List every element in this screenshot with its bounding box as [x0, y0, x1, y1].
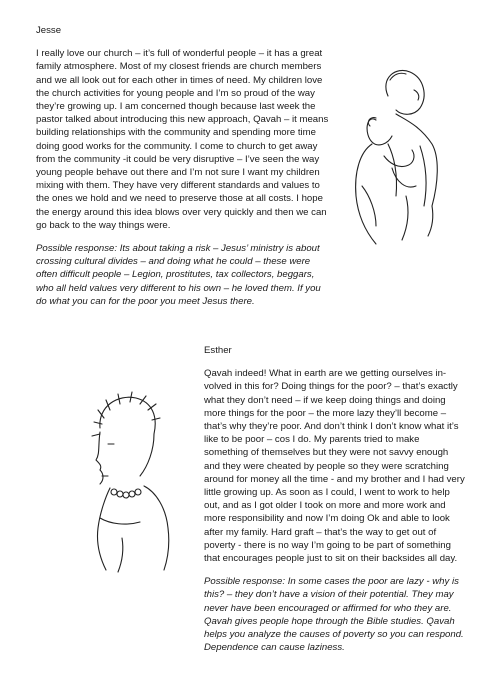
- esther-response: Possible response: In some cases the poor are lazy - why is this? – they don’t have a vision of their potential. They may never have been encouraged or affirmed for who they are. Qavah gives people hope through the Bible studies. Qavah helps you analyze the causes of poverty so you can respond. Dependence can cause laziness.: [204, 576, 464, 654]
- jesse-name: Jesse: [36, 25, 62, 36]
- jesse-section: [36, 24, 334, 318]
- esther-statement: Qavah indeed! What in earth are we getting ourselves in-volved in this for? Doing things for the poor? – that’s exactly what they don’t need – if we keep doing things and doing more things for the poor – the more lazy they’ll become – that’s why they’re poor. And don’t think I don’t know what it’s like to be poor – cos I do. My parents tried to make something of themselves but they were not savvy enough and they were cheated by people so they were scratching around for money all the time - and my brother and I had very little growing up. As soon as I could, I went to work to help out, and as I got older I took on more and more work and more responsibility and now I’m doing Ok and able to look after my family. Hard graft – that’s the way to get out of poverty - there is no way I’m going to be part of something that encourages people just to sit on their backsides all day.: [204, 368, 465, 565]
- couple-sketch-illustration: [336, 56, 456, 256]
- esther-section: [204, 344, 466, 664]
- esther-name: Esther: [204, 345, 232, 356]
- jesse-response: Possible response: Its about taking a risk – Jesus’ ministry is about crossing cultural divides – and doing what he could – these were often difficult people – Legion, prostitutes, tax collectors, beggars, who all held values very different to his own – he loved them. If you do what you can for the poor you meet Jesus there.: [36, 243, 321, 307]
- woman-sketch-illustration: [70, 388, 190, 578]
- jesse-statement: I really love our church – it’s full of wonderful people – it has a great family atmosphere. Most of my closest friends are church members and we all look out for each other in times of need. My children love the church activities for young people and I’m so proud of the way they’re growing up. I am concerned though because last week the pastor talked about introducing this new approach, Qavah – it means building relationships with the community and spending more time doing good works for the community. I come to church to get away from the community -it could be very disruptive – I’ve seen the way young people behave out there and I’m not sure I want my children mixing with them. They have very different standards and values to the ones we hold and we need to preserve those at all costs. I hope the energy around this idea blows over very quickly and then we can go back to the way things were.: [36, 48, 329, 231]
